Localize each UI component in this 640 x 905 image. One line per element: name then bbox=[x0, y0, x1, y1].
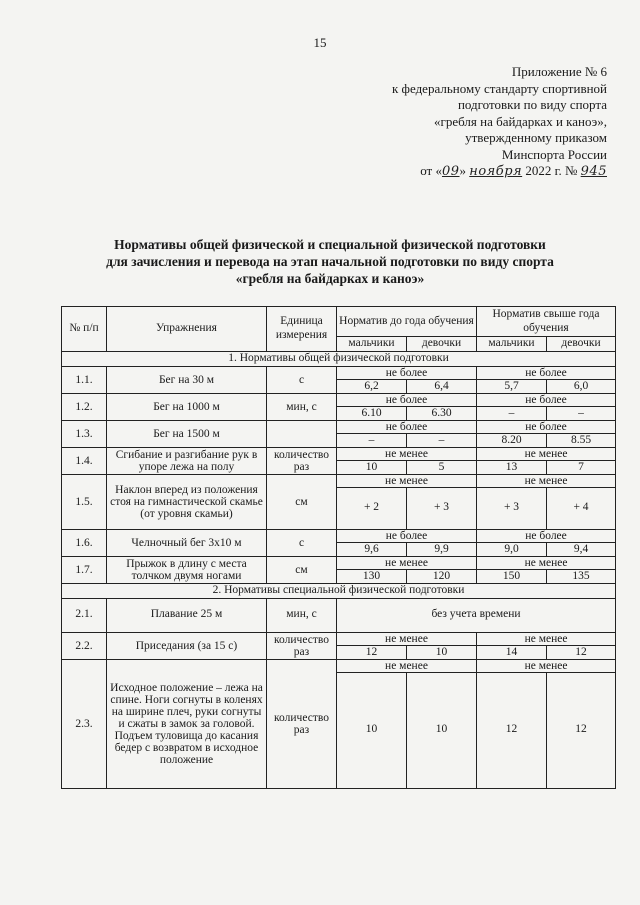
header-exercise: Упражнения bbox=[107, 307, 267, 352]
limit-label: не менее bbox=[337, 632, 477, 645]
row-exercise: Приседания (за 15 с) bbox=[107, 632, 267, 659]
row-unit: см bbox=[267, 556, 337, 583]
value-cell: 5 bbox=[407, 460, 477, 474]
value-cell: + 4 bbox=[547, 487, 616, 529]
appendix-line: к федеральному стандарту спортивной bbox=[391, 80, 607, 96]
row-exercise: Исходное положение – лежа на спине. Ноги согнуты в коленях на ширине плеч, руки согнуты и сжаты в замок за головой. Подъем туловища до касания бедер с возвратом в исходное положение bbox=[107, 659, 267, 788]
value-cell: 9,9 bbox=[407, 542, 477, 556]
value-cell: 10 bbox=[337, 672, 407, 788]
value-cell: 12 bbox=[477, 672, 547, 788]
document-title: Нормативы общей физической и специальной физической подготовки для зачисления и перевода на этап начальной подготовки по виду спорта «гребля на байдарках и каноэ» bbox=[106, 237, 554, 286]
value-cell: 130 bbox=[337, 569, 407, 583]
value-cell: 6,2 bbox=[337, 379, 407, 393]
row-exercise: Наклон вперед из положения стоя на гимнастической скамье (от уровня скамьи) bbox=[107, 474, 267, 529]
row-num: 1.1. bbox=[62, 366, 107, 393]
value-cell: – bbox=[547, 406, 616, 420]
limit-label: не менее bbox=[337, 447, 477, 460]
row-num: 2.1. bbox=[62, 598, 107, 632]
limit-label: не более bbox=[337, 529, 477, 542]
value-cell: 12 bbox=[547, 672, 616, 788]
limit-label: не более bbox=[477, 393, 616, 406]
value-cell: 9,6 bbox=[337, 542, 407, 556]
row-num: 1.2. bbox=[62, 393, 107, 420]
limit-label: не менее bbox=[337, 556, 477, 569]
row-exercise: Бег на 1500 м bbox=[107, 420, 267, 447]
value-cell: 135 bbox=[547, 569, 616, 583]
row-num: 1.5. bbox=[62, 474, 107, 529]
row-exercise: Челночный бег 3х10 м bbox=[107, 529, 267, 556]
limit-label: не менее bbox=[477, 447, 616, 460]
row-num: 1.6. bbox=[62, 529, 107, 556]
norms-table bbox=[61, 306, 616, 789]
row-exercise: Бег на 1000 м bbox=[107, 393, 267, 420]
value-cell: + 2 bbox=[337, 487, 407, 529]
limit-label: не менее bbox=[337, 659, 477, 672]
limit-label: не более bbox=[337, 366, 477, 379]
value-cell: 9,0 bbox=[477, 542, 547, 556]
row-unit: мин, с bbox=[267, 393, 337, 420]
limit-label: не более bbox=[337, 393, 477, 406]
header-num: № п/п bbox=[62, 307, 107, 352]
appendix-block bbox=[307, 64, 607, 181]
handwritten-month: ноября bbox=[469, 164, 523, 179]
header-boys: мальчики bbox=[477, 337, 547, 352]
header-norm-over-year: Норматив свыше года обучения bbox=[477, 307, 616, 337]
row-exercise: Бег на 30 м bbox=[107, 366, 267, 393]
header-unit: Единица измерения bbox=[267, 307, 337, 352]
value-cell: + 3 bbox=[407, 487, 477, 529]
value-cell: + 3 bbox=[477, 487, 547, 529]
value-cell: – bbox=[337, 433, 407, 447]
value-cell: 10 bbox=[337, 460, 407, 474]
handwritten-order-number: 945 bbox=[580, 164, 607, 179]
row-num: 1.3. bbox=[62, 420, 107, 447]
header-girls: девочки bbox=[407, 337, 477, 352]
row-unit bbox=[267, 420, 337, 447]
row-num: 1.7. bbox=[62, 556, 107, 583]
value-cell: 6.30 bbox=[407, 406, 477, 420]
appendix-line: «гребля на байдарках и каноэ», bbox=[434, 113, 607, 129]
limit-label: не более bbox=[477, 366, 616, 379]
value-cell: 7 bbox=[547, 460, 616, 474]
row-num: 1.4. bbox=[62, 447, 107, 474]
value-cell: 120 bbox=[407, 569, 477, 583]
value-cell: 13 bbox=[477, 460, 547, 474]
section-header: 2. Нормативы специальной физической подготовки bbox=[62, 583, 616, 598]
row-unit: мин, с bbox=[267, 598, 337, 632]
value-cell: 12 bbox=[547, 645, 616, 659]
row-unit: количество раз bbox=[267, 632, 337, 659]
limit-label: не менее bbox=[477, 474, 616, 487]
value-cell: 6,4 bbox=[407, 379, 477, 393]
value-cell: 8.55 bbox=[547, 433, 616, 447]
value-cell: – bbox=[407, 433, 477, 447]
limit-label: не более bbox=[477, 529, 616, 542]
row-unit: с bbox=[267, 366, 337, 393]
row-unit: количество раз bbox=[267, 659, 337, 788]
value-cell: 10 bbox=[407, 645, 477, 659]
appendix-date-line: от «09» ноября 2022 г. № 945 bbox=[420, 163, 607, 179]
row-unit: см bbox=[267, 474, 337, 529]
section-header: 1. Нормативы общей физической подготовки bbox=[62, 351, 616, 366]
header-girls: девочки bbox=[547, 337, 616, 352]
value-cell: 9,4 bbox=[547, 542, 616, 556]
row-unit: количество раз bbox=[267, 447, 337, 474]
value-cell: 12 bbox=[337, 645, 407, 659]
value-cell: 5,7 bbox=[477, 379, 547, 393]
value-cell: 8.20 bbox=[477, 433, 547, 447]
page-number: 15 bbox=[313, 35, 327, 50]
appendix-line: подготовки по виду спорта bbox=[457, 97, 607, 112]
row-num: 2.3. bbox=[62, 659, 107, 788]
row-num: 2.2. bbox=[62, 632, 107, 659]
appendix-line: Минспорта России bbox=[501, 146, 607, 162]
value-cell: 14 bbox=[477, 645, 547, 659]
header-norm-up-to-year: Норматив до года обучения bbox=[337, 307, 477, 337]
limit-label: не менее bbox=[477, 632, 616, 645]
limit-label: не менее bbox=[477, 659, 616, 672]
limit-label: не менее bbox=[477, 556, 616, 569]
value-cell: 6.10 bbox=[337, 406, 407, 420]
header-boys: мальчики bbox=[337, 337, 407, 352]
limit-label: не менее bbox=[337, 474, 477, 487]
row-exercise: Сгибание и разгибание рук в упоре лежа на полу bbox=[107, 447, 267, 474]
appendix-line: Приложение № 6 bbox=[511, 64, 607, 79]
row-exercise: Плавание 25 м bbox=[107, 598, 267, 632]
appendix-line: утвержденному приказом bbox=[465, 130, 607, 145]
row-exercise: Прыжок в длину с места толчком двумя ногами bbox=[107, 556, 267, 583]
limit-label: не более bbox=[337, 420, 477, 433]
row-unit: с bbox=[267, 529, 337, 556]
value-cell: – bbox=[477, 406, 547, 420]
limit-label: не более bbox=[477, 420, 616, 433]
value-cell: 150 bbox=[477, 569, 547, 583]
handwritten-day: 09 bbox=[441, 164, 460, 179]
value-cell: 10 bbox=[407, 672, 477, 788]
value-cell: 6,0 bbox=[547, 379, 616, 393]
merged-value-cell: без учета времени bbox=[337, 598, 616, 632]
